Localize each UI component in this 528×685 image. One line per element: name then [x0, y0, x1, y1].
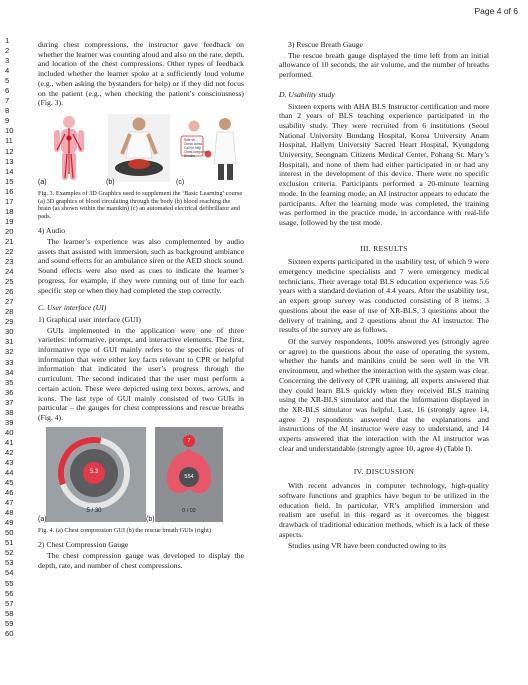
- line-number: 58: [5, 608, 14, 618]
- line-number: 27: [5, 297, 14, 307]
- figure-label-c: (c): [176, 179, 185, 187]
- list-item: Safe str...: [184, 137, 198, 142]
- line-number: 8: [5, 106, 10, 116]
- line-number: 40: [5, 427, 14, 437]
- breath-time-value: 7: [187, 437, 191, 444]
- aed-step-list: [184, 138, 210, 158]
- breath-volume-value: 554: [184, 473, 194, 480]
- chest-compression-gui-image: [46, 427, 146, 522]
- section-discussion-heading: IV. DISCUSSION: [353, 467, 415, 477]
- line-number: 48: [5, 508, 14, 518]
- line-number: 28: [5, 307, 14, 317]
- line-number: 3: [5, 56, 10, 66]
- paragraph-gui: GUIs implemented in the application were one of three varieties: informative, prompt, and interactive elements. The first, informative type of GUI mainly refers to the specific pieces of information that were either key facts relevant to CPR or helpful information that indicated the user’s progress through the curriculum. The second indicated that the user must perform a certain action. These were depicted using text boxes, arrows, and icons. The last type of GUI mainly consisted of two GUIs in particular – the gauges for chest compressions and rescue breaths (Fig. 4).: [38, 325, 244, 422]
- list-item: Check consc...: [184, 141, 205, 146]
- figure-label-b: (b): [106, 179, 115, 187]
- figure-4-caption: Fig. 4. (a) Chest compression GUI (b) the rescue breath GUIs (right): [38, 526, 211, 534]
- line-number: 60: [5, 628, 14, 638]
- line-number: 38: [5, 407, 14, 417]
- line-number: 50: [5, 528, 14, 538]
- line-number: 34: [5, 367, 14, 377]
- figure-3-caption: Fig. 3. Examples of 3D Graphics used to supplement the ‘Basic Learning’ course (a) 3D graphics of blood circulating through the body (b) blood reaching the brain (as shown within the manikin) (c) an automated electrical defibrillator and pads.: [38, 189, 243, 220]
- line-number: 14: [5, 166, 14, 176]
- line-number: 54: [5, 568, 14, 578]
- list-item: Breaths: [184, 153, 195, 158]
- compression-count: 5 / 30: [86, 507, 102, 514]
- paragraph-usability: Sixteen experts with AHA BLS Instructor certification and more than 2 years of BLS teaching experience participated in the usability study. They were recruited from 6 institutions (Seoul National University Bundang Hospital, Korea University Anam Hospital, Hallym University Sacred Heart Hospital, Kyungdong University, Seongnam Citizens Medical Center, Pohang St. Mary’s Hospital), and none of them had either participated in or had any interest in the development of this device. There were no specific exclusion criteria. Participants performed a 20-minute learning mode. In the learning mode, an AI instructor appears to educate the participants. After the learning mode was completed, the training was performed in the practice mode, in accordance with real-life usage, followed by the test mode.: [279, 101, 489, 227]
- line-number: 53: [5, 558, 14, 568]
- line-number: 45: [5, 478, 14, 488]
- line-number: 5: [5, 76, 10, 86]
- line-number: 47: [5, 498, 14, 508]
- line-number: 23: [5, 257, 14, 267]
- figure-3: [38, 114, 244, 188]
- line-number: 52: [5, 548, 14, 558]
- line-number: 24: [5, 267, 14, 277]
- line-number: 33: [5, 357, 14, 367]
- figure-label-a: (a): [38, 179, 47, 187]
- line-number: 36: [5, 387, 14, 397]
- cpr-manikin-image: [108, 114, 170, 182]
- paragraph-audio: The learner’s experience was also complemented by audio assets that assisted with immersion, such as background ambiance and sound effects for an ambulance siren or the AED shock sound. Sound effects were also used as cues to indicate the learner’s progress, for example, if they were running out of time for each specific step or when they had completed the step correctly.: [38, 237, 244, 295]
- figure-label-a: (a): [38, 515, 47, 523]
- line-number: 46: [5, 488, 14, 498]
- list-item: Chest compress...: [184, 149, 210, 154]
- paragraph-rescue-gauge: The rescue breath gauge displayed the time left from an initial allowance of 10 seconds, the air volume, and the number of breaths performed.: [279, 50, 489, 80]
- line-number: 31: [5, 337, 14, 347]
- line-number: 1: [5, 36, 10, 45]
- line-number: 6: [5, 86, 10, 96]
- section-usability-heading: D. Usability study: [279, 89, 335, 99]
- line-number: 56: [5, 588, 14, 598]
- line-numbers: [5, 36, 25, 639]
- section-results-heading: III. RESULTS: [360, 243, 408, 253]
- line-number: 9: [5, 116, 10, 126]
- paragraph-discussion-2: Studies using VR have been conducted owing to its: [288, 541, 447, 551]
- line-number: 35: [5, 377, 14, 387]
- line-number: 2: [5, 46, 10, 56]
- line-number: 7: [5, 96, 10, 106]
- paragraph-discussion-1: With recent advances in computer technology, high-quality software functions and graphics have begun to be utilized in the education field. In particular, VR’s amplified immersion and realism are useful in this regard as it overcomes the biggest drawback of traditional education methods, which is a lack of these aspects.: [279, 481, 489, 539]
- circulation-body-image: [40, 114, 98, 182]
- line-number: 18: [5, 206, 14, 216]
- figure-label-b: (b): [146, 515, 155, 523]
- section-rescue-gauge-heading: 3) Rescue Breath Gauge: [288, 40, 363, 49]
- section-chest-gauge-heading: 2) Chest Compression Gauge: [38, 540, 129, 550]
- line-number: 13: [5, 156, 14, 166]
- line-number: 30: [5, 327, 14, 337]
- line-number: 26: [5, 287, 14, 297]
- line-number: 42: [5, 447, 14, 457]
- page-number: Page 4 of 6: [474, 6, 518, 16]
- breath-count: 0 / 02: [182, 507, 196, 514]
- line-number: 55: [5, 578, 14, 588]
- line-number: 37: [5, 397, 14, 407]
- line-number: 11: [5, 136, 13, 146]
- compression-depth-value: 5.3: [89, 468, 99, 475]
- line-number: 4: [5, 66, 10, 76]
- line-number: 32: [5, 347, 14, 357]
- section-ui-heading: C. User interface (UI): [38, 303, 107, 313]
- line-number: 44: [5, 468, 14, 478]
- line-number: 49: [5, 518, 14, 528]
- line-number: 16: [5, 186, 14, 196]
- section-audio-heading: 4) Audio: [38, 226, 66, 236]
- list-item: Call for help: [184, 145, 202, 150]
- line-number: 51: [5, 538, 14, 548]
- line-number: 43: [5, 457, 14, 467]
- paragraph-results-1: Sixteen experts participated in the usability test, of which 9 were emergency medicine specialists and 7 were emergency medical technicians. Their average total BLS education experience was 5.6 years with a standard deviation of 4.4 years. After the usability test, an expert group survey was conducted consisting of 8 items: 3 questions about the ease of use of XR-BLS, 3 questions about the delivery of training, and 2 questions about the AI instructor. The results of the survey are as follows.: [279, 257, 489, 335]
- left-column: [38, 40, 244, 572]
- figure-4: [38, 427, 244, 525]
- line-number: 21: [5, 236, 14, 246]
- line-number: 19: [5, 216, 14, 226]
- right-column: [279, 40, 489, 553]
- line-number: 59: [5, 618, 14, 628]
- paragraph-results-2: Of the survey respondents, 100% answered yes (strongly agree or agree) to the questions about the ease of operating the system, whether the hands and manikins could be seen well in the VR environment, and whether the interaction with the system was clear. Concerning the delivery of CPR training, all experts answered that they could learn BLS quickly when they received BLS training using the XR-BLS simulator and that the information displayed in the XR-BLS simulator was helpful. Last, 16 (strongly agree 14, agree 2) respondents answered that the explanations and instructions of the AI instructor were easy to understand, and 14 experts answered that the interaction with the AI instructor was clear and understandable (strongly agree 10, agree 4) (Table I).: [279, 336, 489, 453]
- line-number: 22: [5, 246, 14, 256]
- line-number: 29: [5, 317, 14, 327]
- line-number: 41: [5, 437, 14, 447]
- section-gui-heading: 1) Graphical user interface (GUI): [38, 314, 141, 324]
- line-number: 20: [5, 226, 14, 236]
- line-number: 25: [5, 277, 14, 287]
- line-number: 10: [5, 126, 14, 136]
- paragraph-chest-gauge: The chest compression gauge was developed to display the depth, rate, and number of chest compressions.: [38, 550, 244, 570]
- paragraph-feedback: during chest compressions, the instructor gave feedback on whether the learner was counting aloud and also on the rate, depth, and location of the chest compressions. Other types of feedback included whether the learner spoke at a sufficiently loud volume (e.g., when asking the bystanders for help) or if they did not focus on the patient (e.g., when checking the patient’s consciousness) (Fig. 3).: [38, 40, 244, 108]
- line-number: 57: [5, 598, 14, 608]
- line-number: 12: [5, 146, 14, 156]
- line-number: 15: [5, 176, 14, 186]
- line-number: 17: [5, 196, 14, 206]
- rescue-breath-gui-image: [155, 427, 223, 522]
- line-number: 39: [5, 417, 14, 427]
